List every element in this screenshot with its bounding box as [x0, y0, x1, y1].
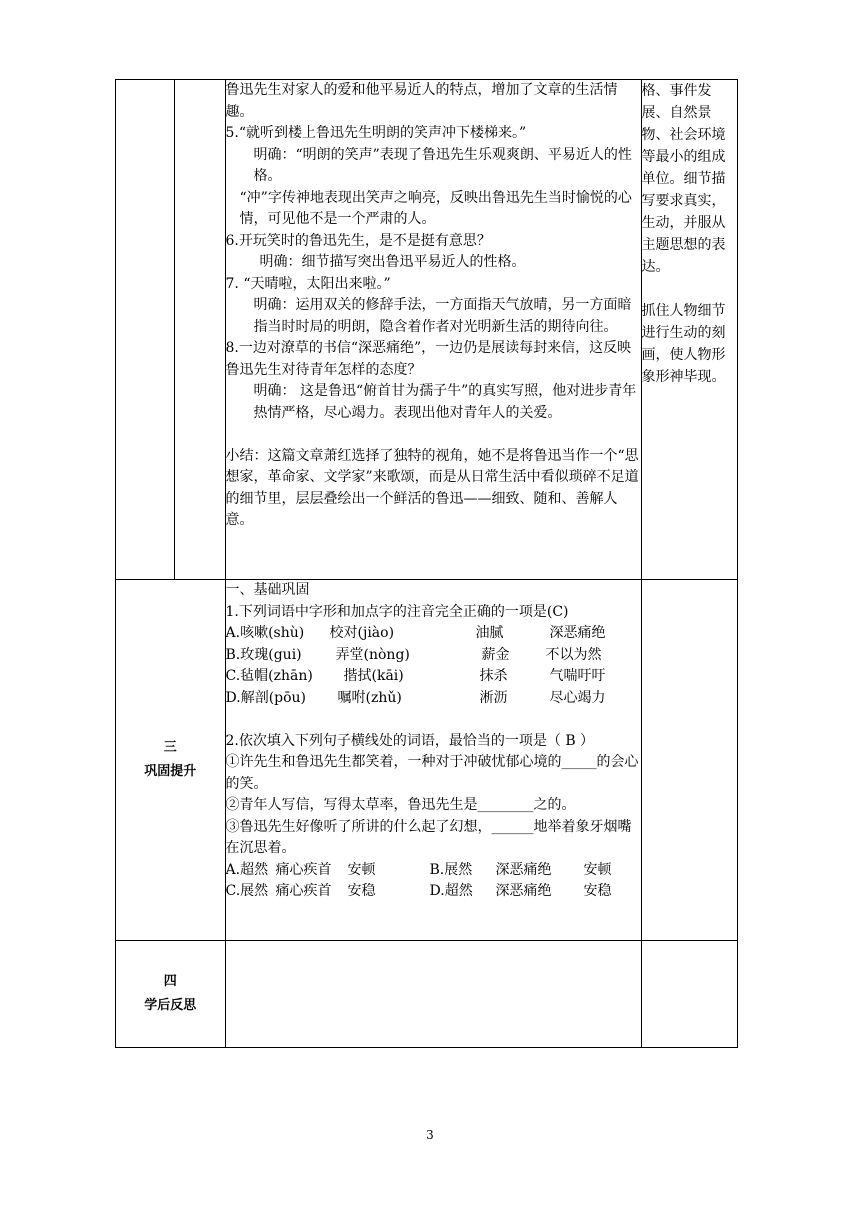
answer-5-cont: “冲”字传神地表现出笑声之响亮，反映出鲁迅先生当时愉悦的心情，可见他不是一个严肃的人。 — [239, 189, 632, 227]
section-3-heading: 一、基础巩固 — [225, 582, 310, 598]
table-row-section-3 — [116, 580, 738, 941]
answer-5: 明确：“明朗的笑声”表现了鲁迅先生乐观爽朗、平易近人的性格。 — [253, 146, 632, 184]
question-2: 2.依次填入下列句子横线处的词语，最恰当的一项是（ B ） — [225, 732, 595, 749]
table-row-section-4 — [116, 941, 738, 1048]
section-4-notes-empty — [641, 941, 737, 1048]
q2-sentence-3: ③鲁迅先生好像听了所讲的什么起了幻想，______地举着象牙烟嘴在沉思着。 — [225, 818, 632, 856]
q1-option-b: B.玫瑰(gui) 弄堂(nòng) 薪金 不以为然 — [225, 646, 602, 663]
question-8: 8.一边对潦草的书信“深恶痛绝”，一边仍是展读每封来信，这反映鲁迅先生对待青年怎样的态度？ — [225, 340, 632, 378]
answer-6: 明确：细节描写突出鲁迅平易近人的性格。 — [259, 254, 526, 270]
section-4-content-empty — [225, 941, 641, 1048]
page-number: 3 — [426, 1128, 434, 1142]
question-1: 1.下列词语中字形和加点字的注音完全正确的一项是(C) — [225, 603, 569, 620]
q2-sentence-2: ②青年人写信，写得太草率，鲁迅先生是________之的。 — [225, 797, 576, 813]
answer-7: 明确：运用双关的修辞手法，一方面指天气放晴，另一方面暗指当时时局的明朗，隐含着作者对光明新生活的期待向往。 — [253, 297, 632, 335]
summary: 小结：这篇文章萧红选择了独特的视角，她不是将鲁迅当作一个“思想家，革命家、文学家”来歌颂，而是从日常生活中看似琐碎不足道的细节里，层层叠绘出一个鲜活的鲁迅——细致、随和、善解人意。 — [225, 447, 639, 528]
q2-options-cd: C.展然 痛心疾首 安稳 D.超然 深恶痛绝 安稳 — [225, 883, 612, 899]
lesson-table — [115, 79, 738, 1048]
question-7: 7. “天晴啦，太阳出来啦。” — [225, 275, 391, 292]
section-4-label — [116, 941, 226, 1048]
section-label-cell-empty — [116, 80, 175, 580]
side-notes — [641, 80, 737, 580]
section-4-number: 四 — [163, 974, 177, 989]
q1-option-c: C.毡帽(zhān) 揩拭(kāi) 抹杀 气喘吁吁 — [225, 668, 606, 684]
answer-8: 明确： 这是鲁迅“俯首甘为孺子牛”的真实写照，他对进步青年热情严格，尽心竭力。表现出他对青年人的关爱。 — [253, 383, 637, 421]
text-line: 鲁迅先生对家人的爱和他平易近人的特点，增加了文章的生活情趣。 — [225, 82, 618, 120]
table-row-analysis — [116, 80, 738, 580]
section-4-title: 学后反思 — [144, 998, 197, 1013]
question-6: 6.开玩笑时的鲁迅先生，是不是挺有意思？ — [225, 232, 491, 249]
section-3-notes-empty — [641, 580, 737, 941]
analysis-content — [225, 80, 641, 580]
q2-options-ab: A.超然 痛心疾首 安顿 B.展然 深恶痛绝 安顿 — [225, 861, 612, 878]
q2-sentence-1: ①许先生和鲁迅先生都笑着，一种对于冲破忧郁心境的_____的会心的笑。 — [225, 754, 639, 792]
section-3-title: 巩固提升 — [144, 764, 197, 779]
q1-option-d: D.解剖(pōu) 嘱咐(zhǔ) 淅沥 尽心竭力 — [225, 689, 606, 706]
question-5: 5.“就听到楼上鲁迅先生明朗的笑声冲下楼梯来。” — [225, 125, 527, 141]
section-3-label — [116, 580, 226, 941]
section-3-content — [225, 580, 641, 941]
q1-option-a: A.咳嗽(shù) 校对(jiào) 油腻 深恶痛绝 — [225, 625, 606, 641]
subsection-cell-empty — [175, 80, 225, 580]
side-note-2: 抓住人物细节进行生动的刻画，使人物形象形神毕现。 — [641, 303, 726, 385]
section-3-number: 三 — [163, 740, 177, 755]
side-note-1: 格、事件发展、自然景物、社会环境等最小的组成单位。细节描写要求真实，生动，并服从主题思想的表达。 — [641, 83, 726, 275]
